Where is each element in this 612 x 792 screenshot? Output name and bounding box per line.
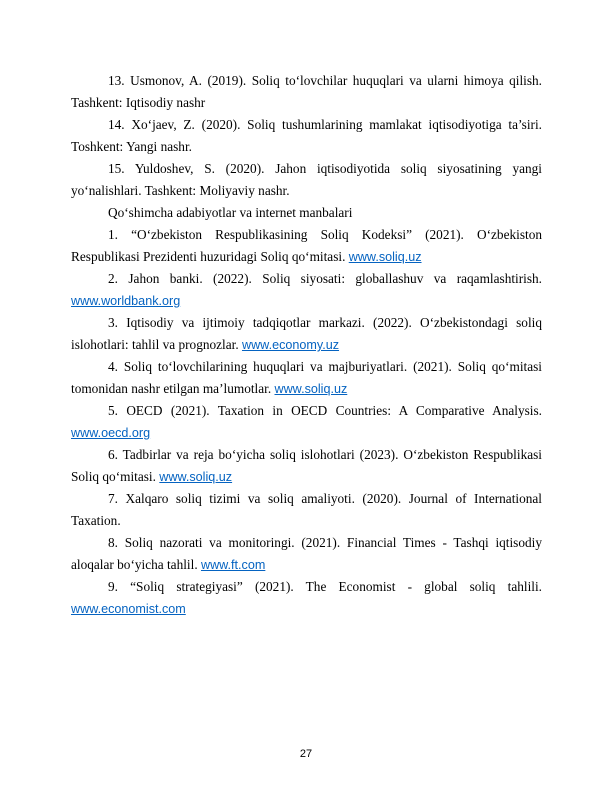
link-soliq-4[interactable]: www.soliq.uz (274, 382, 348, 396)
section-heading: Qo‘shimcha adabiyotlar va internet manbalari (108, 205, 353, 220)
web-source-6: 6. Tadbirlar va reja bo‘yicha soliq islohotlari (2023). O‘zbekiston Respublikasi Soliq qo‘mitasi. www.soliq.uz (71, 447, 542, 484)
web-source-7: 7. Xalqaro soliq tizimi va soliq amaliyoti. (2020). Journal of International Taxation. (71, 491, 542, 528)
link-economy[interactable]: www.economy.uz (241, 338, 340, 352)
web-source-4: 4. Soliq to‘lovchilarining huquqlari va majburiyatlari. (2021). Soliq qo‘mitasi tomonidan nashr etilgan ma’lumotlar. www.soliq.uz (71, 359, 542, 396)
web-source-8: 8. Soliq nazorati va monitoringi. (2021). Financial Times - Tashqi iqtisodiy aloqalar bo‘yicha tahlil. www.ft.com (71, 535, 542, 572)
page-number: 27 (299, 748, 313, 760)
reference-13: 13. Usmonov, A. (2019). Soliq to‘lovchilar huquqlari va ularni himoya qilish. Tashkent: Iqtisodiy nashr (71, 73, 542, 110)
link-worldbank[interactable]: www.worldbank.org (71, 294, 181, 308)
web-source-1: 1. “O‘zbekiston Respublikasining Soliq Kodeksi” (2021). O‘zbekiston Respublikasi Prezidenti huzuridagi Soliq qo‘mitasi. www.soliq.uz (71, 227, 542, 264)
page-body (71, 70, 542, 620)
link-soliq-1[interactable]: www.soliq.uz (348, 250, 422, 264)
web-source-3: 3. Iqtisodiy va ijtimoiy tadqiqotlar markazi. (2022). O‘zbekistondagi soliq islohotlari: tahlil va prognozlar. www.economy.uz (71, 315, 542, 352)
web-source-9: 9. “Soliq strategiyasi” (2021). The Economist - global soliq tahlili. www.economist.com (71, 579, 542, 616)
reference-15: 15. Yuldoshev, S. (2020). Jahon iqtisodiyotida soliq siyosatining yangi yo‘nalishlari. Tashkent: Moliyaviy nashr. (71, 161, 542, 198)
link-economist[interactable]: www.economist.com (71, 602, 186, 616)
link-soliq-6[interactable]: www.soliq.uz (159, 470, 233, 484)
web-source-5: 5. OECD (2021). Taxation in OECD Countries: A Comparative Analysis. www.oecd.org (71, 403, 542, 440)
reference-14: 14. Xo‘jaev, Z. (2020). Soliq tushumlarining mamlakat iqtisodiyotiga ta’siri. Toshkent: Yangi nashr. (71, 117, 542, 154)
link-oecd[interactable]: www.oecd.org (71, 426, 151, 440)
web-source-2: 2. Jahon banki. (2022). Soliq siyosati: globallashuv va raqamlashtirish. www.worldbank.org (71, 271, 542, 308)
link-ft[interactable]: www.ft.com (200, 558, 266, 572)
